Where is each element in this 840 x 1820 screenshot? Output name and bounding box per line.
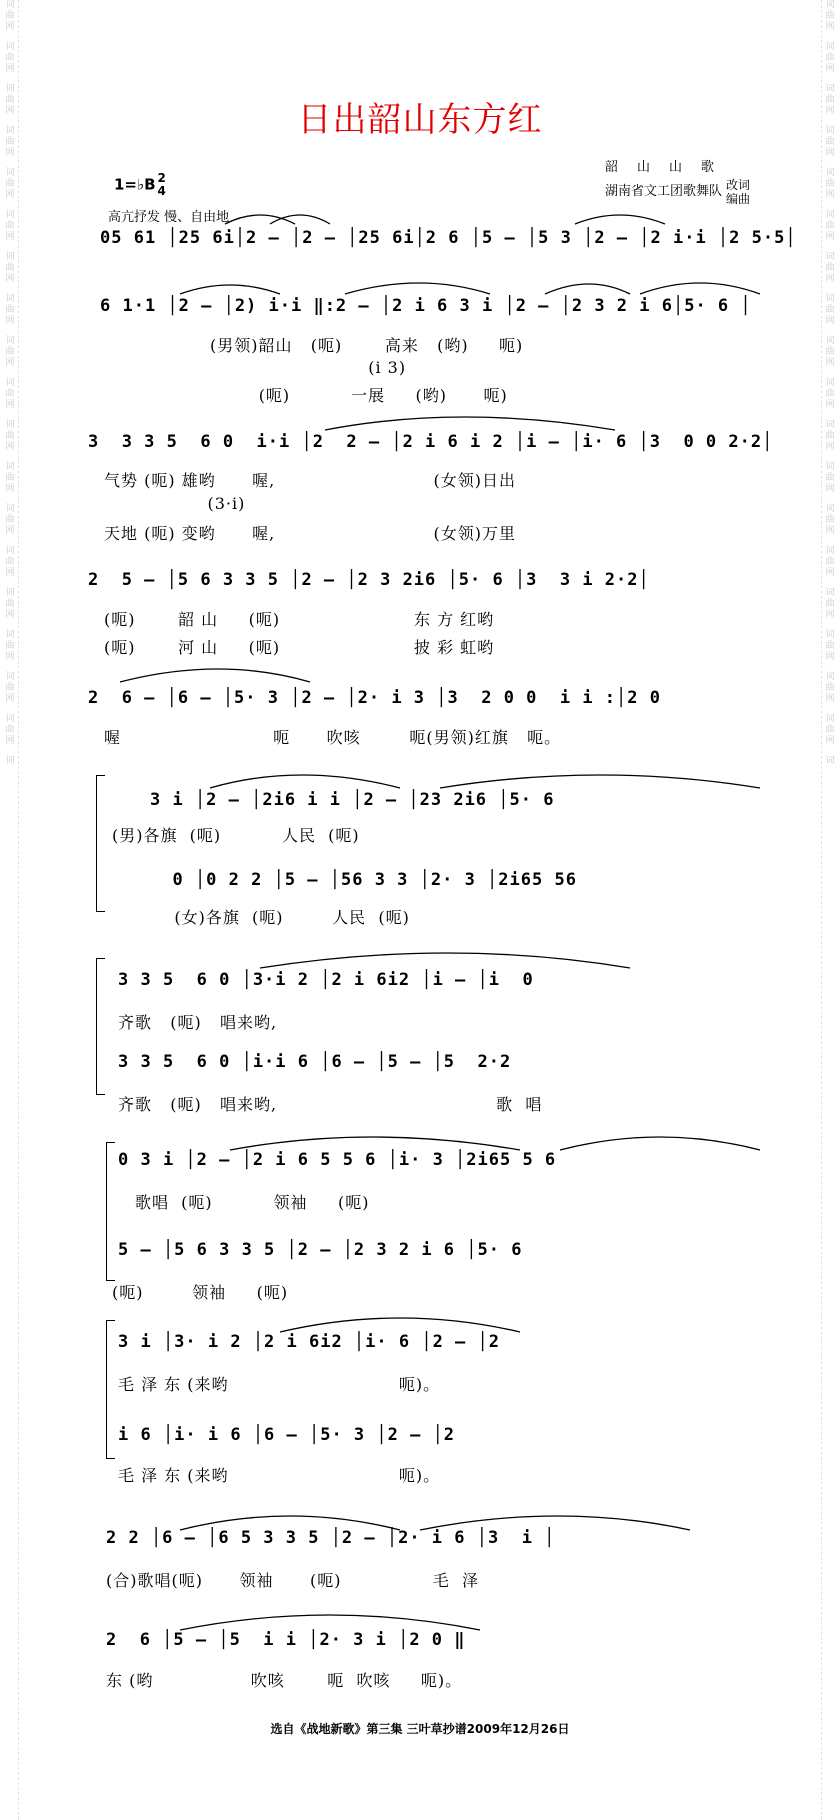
watermark-char: 词 [5,252,15,262]
staff-15-notes: 2 6 │5 – │5 i i │2· 3 i │2 0 ‖ [106,1630,466,1650]
watermark-char: 曲 [825,347,835,357]
watermark-char: 网 [825,484,835,494]
watermark-char: 词 [825,714,835,724]
slur [560,1137,760,1150]
watermark-char: 网 [825,526,835,536]
staff-8-lyric-1: 齐歌 (呃) 唱来哟, [118,1013,278,1032]
watermark-char: 曲 [5,515,15,525]
key-label: 1= [114,175,138,194]
watermark-char: 曲 [5,389,15,399]
watermark-char: 词 [5,588,15,598]
staff-3-lyric-2: (3·i) [104,494,246,513]
watermark-char: 曲 [5,179,15,189]
watermark-char: 曲 [5,473,15,483]
watermark-char: 词 [5,630,15,640]
watermark-char: 词 [5,0,15,10]
slur [325,417,615,430]
watermark-char: 网 [825,190,835,200]
watermark-char: 词 [825,672,835,682]
watermark-char: 词 [825,420,835,430]
slur [230,1137,520,1150]
watermark-char: 网 [5,148,15,158]
watermark-char: 词 [825,168,835,178]
watermark-char: 曲 [5,347,15,357]
staff-6-notes: 3 i │2 – │2i6 i i │2 – │23 2i6 │5· 6 [150,790,566,810]
watermark-char: 曲 [825,515,835,525]
watermark-char: 曲 [825,263,835,273]
watermark-char: 曲 [825,11,835,21]
watermark-char: 网 [5,232,15,242]
watermark-char: 网 [825,736,835,746]
watermark-char: 词 [5,420,15,430]
watermark-char: 网 [825,694,835,704]
staff-9-lyric-1: 齐歌 (呃) 唱来哟, 歌 唱 [118,1095,543,1114]
staff-4-lyric-1: (呃) 韶 山 (呃) 东 方 红哟 [104,610,495,629]
watermark-char: 曲 [825,95,835,105]
staff-12-notes: 3 i │3· i 2 │2 i 6i2 │i· 6 │2 – │2 [118,1332,512,1352]
slur [260,953,630,968]
time-top: 2 [157,171,166,185]
watermark-char: 词 [825,126,835,136]
staff-2-lyric-1: (男领)韶山 (呃) 高来 (哟) 呃) [210,336,524,355]
staff-8-notes: 3 3 5 6 0 │3·i 2 │2 i 6i2 │i – │i 0 [118,970,545,990]
watermark-char: 网 [825,568,835,578]
slur [180,1516,400,1530]
watermark-char: 词 [825,630,835,640]
staff-10-notes: 0 3 i │2 – │2 i 6 5 5 6 │i· 3 │2i65 5 6 [118,1150,568,1170]
watermark-char: 网 [5,274,15,284]
slur [120,669,310,682]
watermark-char: 曲 [5,683,15,693]
staff-6-lyric-1: (男)各旗 (呃) 人民 (呃) [112,826,360,845]
slur [545,284,630,294]
watermark-char: 曲 [5,557,15,567]
slur [225,215,295,224]
staff-10-lyric-1: 歌唱 (呃) 领袖 (呃) [135,1193,370,1212]
watermark-char: 网 [5,106,15,116]
watermark-char: 词 [825,0,835,10]
slur [210,775,400,788]
watermark-char: 网 [825,232,835,242]
watermark-char: 词 [825,588,835,598]
watermark-char: 词 [5,168,15,178]
watermark-char: 词 [5,756,15,766]
watermark-char: 词 [825,84,835,94]
watermark-char: 网 [825,610,835,620]
watermark-char: 曲 [825,725,835,735]
time-bottom: 4 [157,184,166,198]
watermark-char: 曲 [5,11,15,21]
watermark-char: 网 [5,610,15,620]
slur [575,215,665,224]
watermark-char: 曲 [5,641,15,651]
watermark-char: 曲 [5,599,15,609]
watermark-char: 网 [825,316,835,326]
watermark-char: 曲 [825,641,835,651]
watermark-char: 词 [5,546,15,556]
slur [180,285,280,294]
watermark-char: 词 [5,42,15,52]
watermark-char: 词 [5,84,15,94]
watermark-char: 词 [5,126,15,136]
slur [345,283,490,294]
watermark-char: 曲 [825,53,835,63]
staff-3-lyric-1: 气势 (呃) 雄哟 喔, (女领)日出 [104,471,516,490]
watermark-char: 网 [5,568,15,578]
watermark-char: 网 [825,442,835,452]
slur [420,1516,690,1530]
watermark-char: 词 [825,462,835,472]
staff-13-notes: i 6 │i· i 6 │6 – │5· 3 │2 – │2 [118,1425,467,1445]
watermark-char: 网 [5,442,15,452]
staff-14-lyric-1: (合)歌唱(呃) 领袖 (呃) 毛 泽 [106,1571,479,1590]
staff-4-notes: 2 5 – │5 6 3 3 5 │2 – │2 3 2i6 │5· 6 │3 3 i 2·2│ [88,570,650,590]
watermark-char: 网 [825,64,835,74]
watermark-char: 词 [825,378,835,388]
watermark-char: 词 [5,504,15,514]
watermark-char: 曲 [5,53,15,63]
watermark-char: 曲 [825,179,835,189]
staff-2-notes: 6 1·1 │2 – │2) i·i ‖:2 – │2 i 6 3 i │2 – │2 3 2 i 6│5· 6 │ [100,296,752,316]
staff-2-lyric-3: (呃) 一展 (哟) 呃) [210,386,508,405]
watermark-char: 词 [5,462,15,472]
watermark-char: 曲 [5,431,15,441]
watermark-char: 网 [5,400,15,410]
watermark-char: 词 [825,336,835,346]
watermark-char: 词 [5,714,15,724]
slur [640,283,760,294]
watermark-char: 曲 [825,431,835,441]
watermark-char: 词 [5,210,15,220]
tempo-marking: 高亢抒发 慢、自由地 [108,210,230,225]
staff-7-lyric-1: (女)各旗 (呃) 人民 (呃) [150,908,410,927]
slur [440,775,760,788]
watermark-char: 网 [825,148,835,158]
watermark-char: 词 [825,42,835,52]
watermark-char: 词 [825,252,835,262]
watermark-char: 网 [5,694,15,704]
watermark-char: 曲 [825,473,835,483]
watermark-char: 曲 [825,305,835,315]
watermark-char: 网 [825,400,835,410]
watermark-char: 曲 [825,557,835,567]
watermark-char: 词 [825,294,835,304]
watermark-char: 曲 [825,683,835,693]
slur [270,215,330,224]
watermark-char: 网 [5,358,15,368]
staff-5-lyric-1: 喔 呃 吹咳 呃(男领)红旗 呃。 [104,728,562,747]
slur [180,1615,480,1630]
key-flat: ♭B [137,175,156,194]
watermark-char: 网 [5,484,15,494]
watermark-char: 曲 [5,305,15,315]
watermark-char: 网 [5,526,15,536]
staff-11-notes: 5 – │5 6 3 3 5 │2 – │2 3 2 i 6 │5· 6 [118,1240,534,1260]
staff-5-notes: 2 6 – │6 – │5· 3 │2 – │2· i 3 │3 2 0 0 i i :│2 0 [88,688,673,708]
watermark-char: 词 [825,210,835,220]
credit-arranger: 湖南省文工团歌舞队 [605,184,723,199]
staff-9-notes: 3 3 5 6 0 │i·i 6 │6 – │5 – │5 2·2 [118,1052,523,1072]
staff-11-lyric-1: (呃) 领袖 (呃) [112,1283,289,1302]
watermark-char: 词 [5,294,15,304]
watermark-char: 词 [825,756,835,766]
song-title: 日出韶山东方红 [297,100,543,140]
staff-15-lyric-1: 东 (哟 吹咳 呃 吹咳 呃)。 [106,1671,463,1690]
watermark-char: 曲 [825,389,835,399]
staff-7-notes: 0 │0 2 2 │5 – │56 3 3 │2· 3 │2i65 56 [150,870,589,890]
slur [280,1318,520,1332]
watermark-char: 网 [5,22,15,32]
watermark-char: 曲 [825,221,835,231]
staff-3-notes: 3 3 3 5 6 0 i·i │2 2 – │2 i 6 i 2 │i – │i· 6 │3 0 0 2·2│ [88,432,774,452]
credit-source: 韶山山歌 [605,160,734,175]
watermark-char: 曲 [5,221,15,231]
staff-4-lyric-2: (呃) 河 山 (呃) 披 彩 虹哟 [104,638,495,657]
slurs [120,215,760,1630]
credit-role-lyrics: 改词 [726,177,751,192]
watermark-char: 曲 [5,263,15,273]
watermark-char: 词 [5,672,15,682]
watermark-char: 网 [5,652,15,662]
staff-3-lyric-3: 天地 (呃) 变哟 喔, (女领)万里 [104,524,516,543]
staff-13-lyric-1: 毛 泽 东 (来哟 呃)。 [118,1466,441,1485]
watermark-char: 词 [825,546,835,556]
watermark-char: 网 [5,64,15,74]
staff-12-lyric-1: 毛 泽 东 (来哟 呃)。 [118,1375,441,1394]
watermark-char: 曲 [825,137,835,147]
watermark-char: 网 [825,106,835,116]
staff-2-lyric-2: (i 3) [210,358,407,377]
watermark-char: 网 [5,316,15,326]
staff-1-notes: 05 61 │25 6i│2 – │2 – │25 6i│2 6 │5 – │5 3 │2 – │2 i·i │2 5·5│ [100,228,797,248]
watermark-char: 网 [5,736,15,746]
watermark-char: 词 [825,504,835,514]
watermark-char: 网 [825,22,835,32]
watermark-char: 曲 [5,725,15,735]
watermark-char: 网 [825,652,835,662]
watermark-char: 曲 [5,95,15,105]
watermark-char: 曲 [5,137,15,147]
watermark-char: 词 [5,336,15,346]
watermark-char: 网 [825,274,835,284]
watermark-char: 网 [825,358,835,368]
watermark-char: 词 [5,378,15,388]
watermark-char: 曲 [825,599,835,609]
staff-14-notes: 2 2 │6 – │6 5 3 3 5 │2 – │2· i 6 │3 i │ [106,1528,556,1548]
watermark-char: 网 [5,190,15,200]
credit-role-music: 编曲 [726,192,751,206]
footer-source: 选自《战地新歌》第三集 三叶草抄谱2009年12月26日 [270,1722,570,1736]
